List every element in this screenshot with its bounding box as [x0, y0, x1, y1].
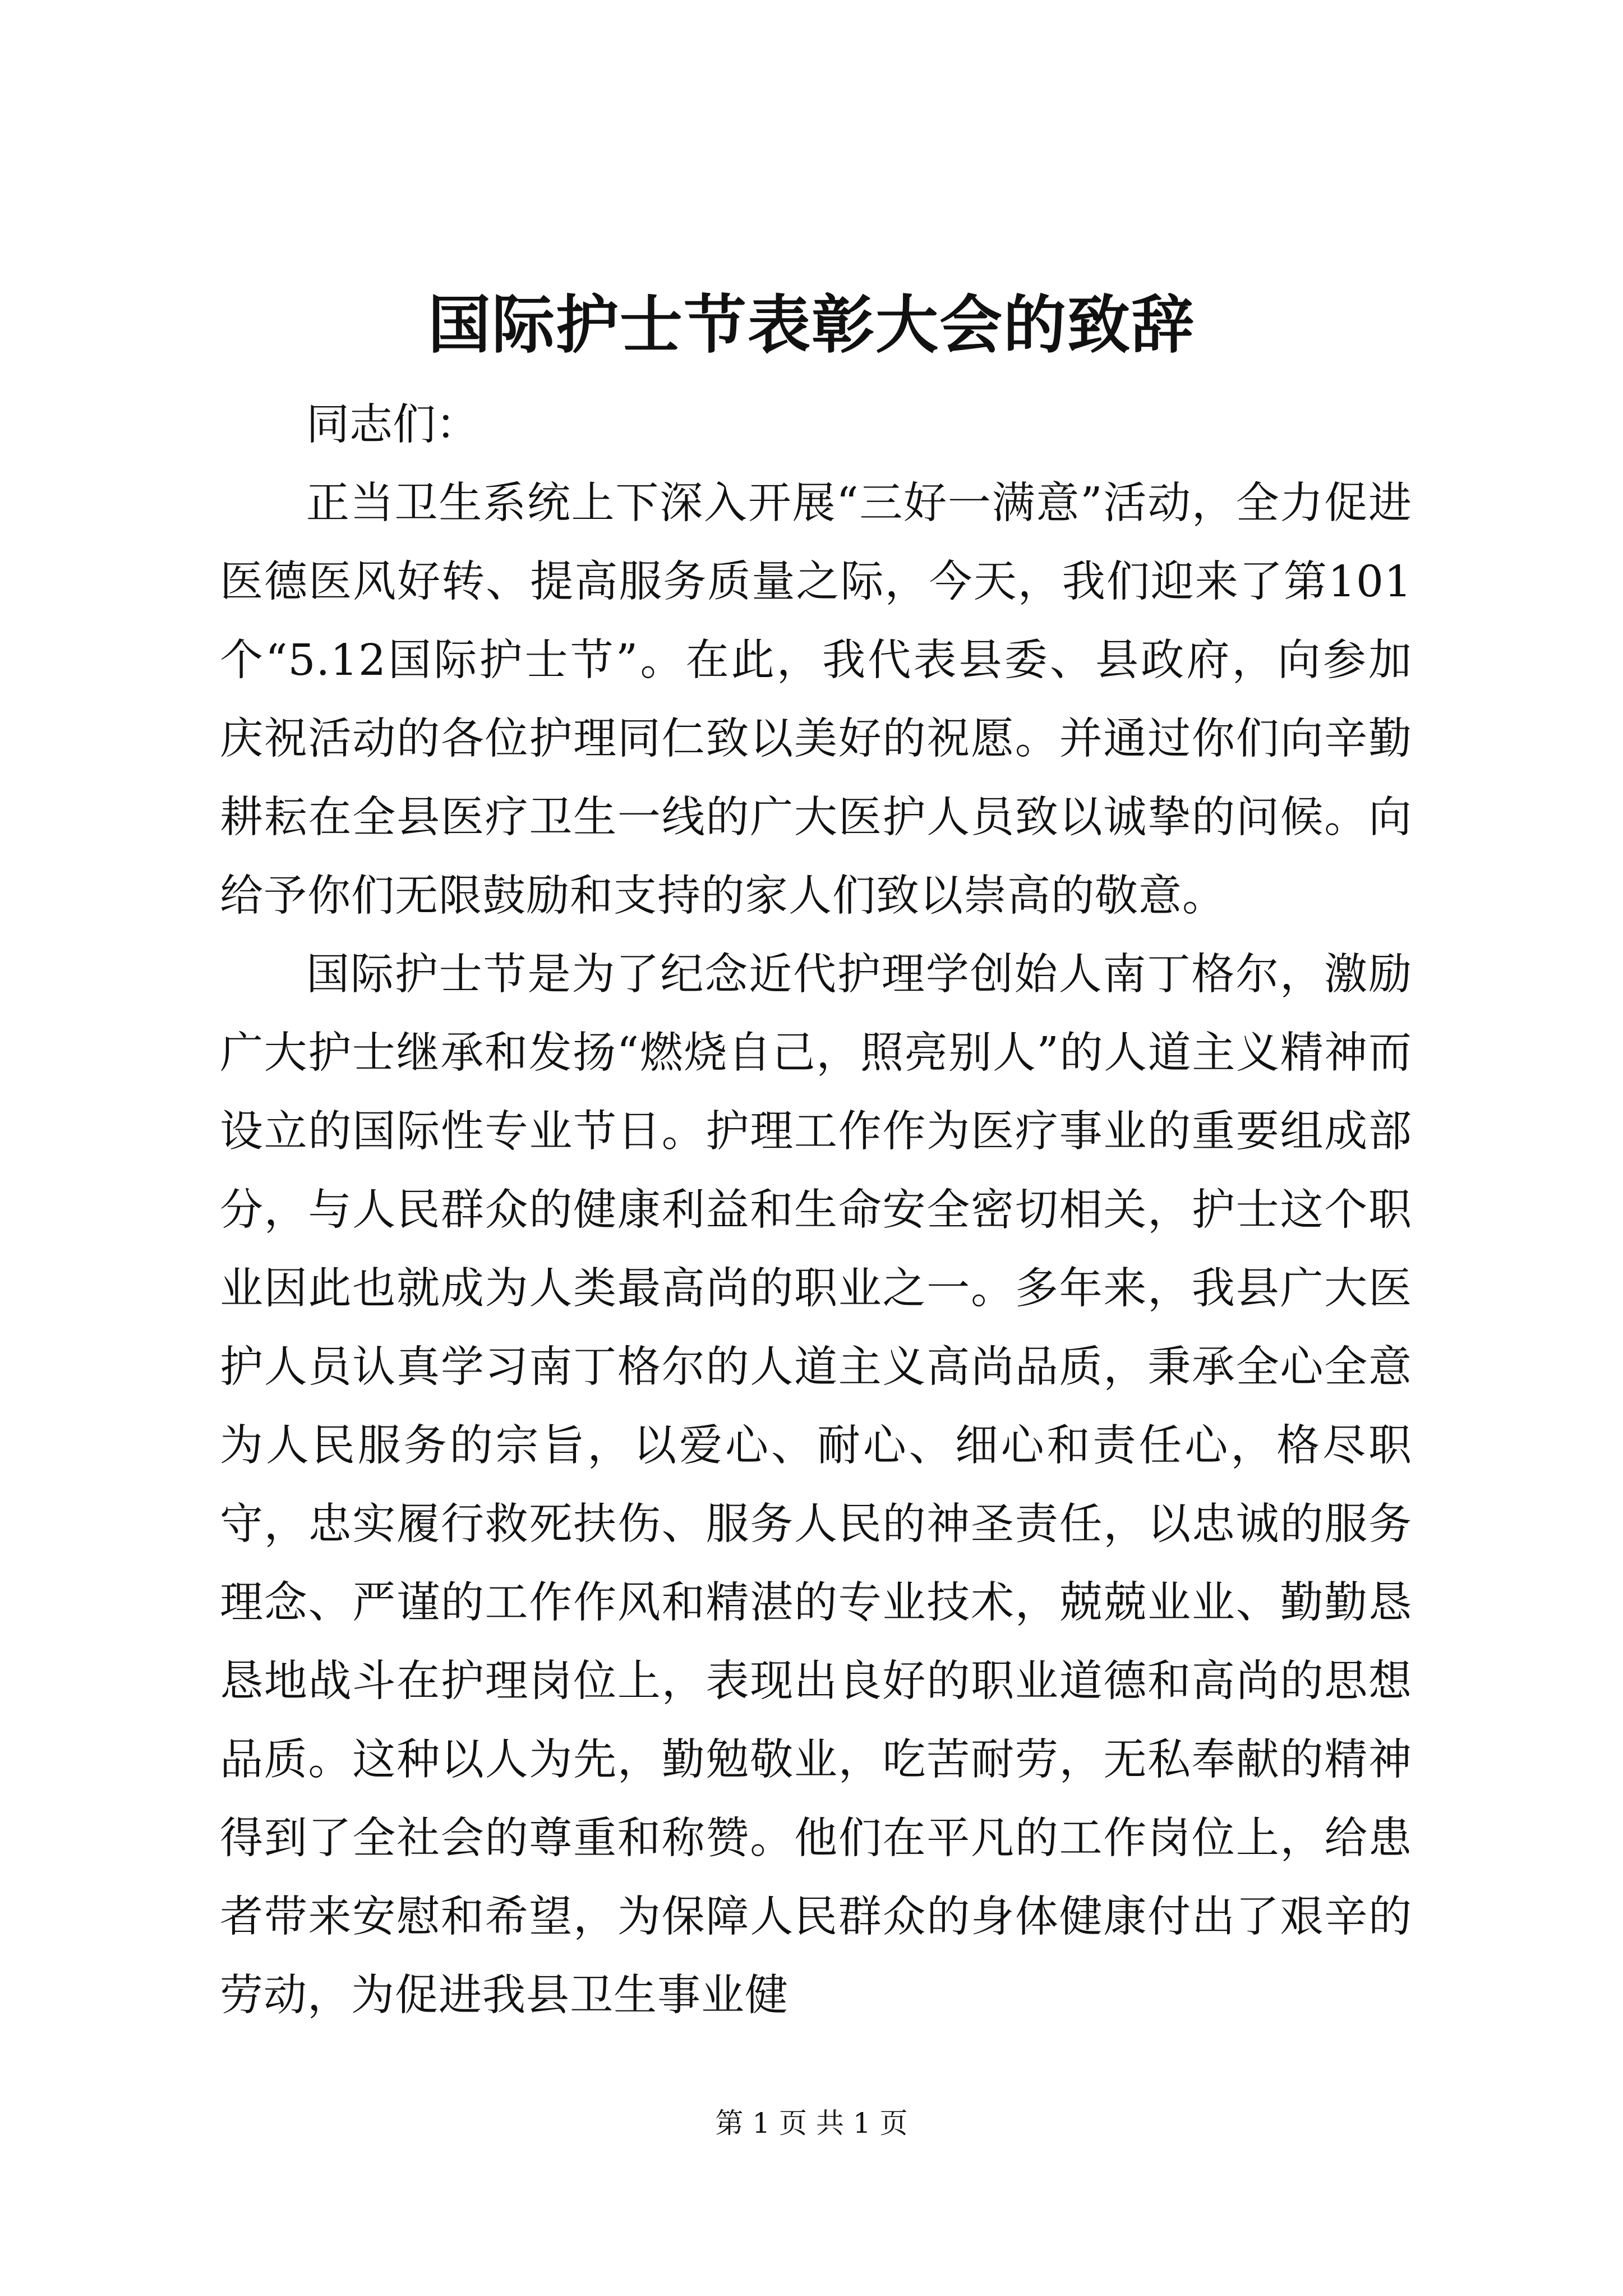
document-title: 国际护士节表彰大会的致辞	[428, 288, 1195, 362]
document-body	[220, 386, 1412, 2035]
paragraph-1: 正当卫生系统上下深入开展“三好一满意”活动，全力促进医德医风好转、提高服务质量之际，今天，我们迎来了第101个“5.12国际护士节”。在此，我代表县委、县政府，向参加庆祝活动的各位护理同仁致以美好的祝愿。并通过你们向辛勤耕耘在全县医疗卫生一线的广大医护人员致以诚挚的问候。向给予你们无限鼓励和支持的家人们致以崇高的敬意。	[220, 478, 1412, 921]
paragraph-2: 国际护士节是为了纪念近代护理学创始人南丁格尔，激励广大护士继承和发扬“燃烧自己，照亮别人”的人道主义精神而设立的国际性专业节日。护理工作作为医疗事业的重要组成部分，与人民群众的健康利益和生命安全密切相关，护士这个职业因此也就成为人类最高尚的职业之一。多年来，我县广大医护人员认真学习南丁格尔的人道主义高尚品质，秉承全心全意为人民服务的宗旨，以爱心、耐心、细心和责任心，格尽职守，忠实履行救死扶伤、服务人民的神圣责任，以忠诚的服务理念、严谨的工作作风和精湛的专业技术，兢兢业业、勤勤恳恳地战斗在护理岗位上，表现出良好的职业道德和高尚的思想品质。这种以人为先，勤勉敬业，吃苦耐劳，无私奉献的精神得到了全社会的尊重和称赞。他们在平凡的工作岗位上，给患者带来安慰和希望，为保障人民群众的身体健康付出了艰辛的劳动，为促进我县卫生事业健	[220, 950, 1412, 2021]
page-footer: 第 1 页 共 1 页	[715, 2107, 908, 2139]
salutation: 同志们：	[306, 400, 479, 450]
